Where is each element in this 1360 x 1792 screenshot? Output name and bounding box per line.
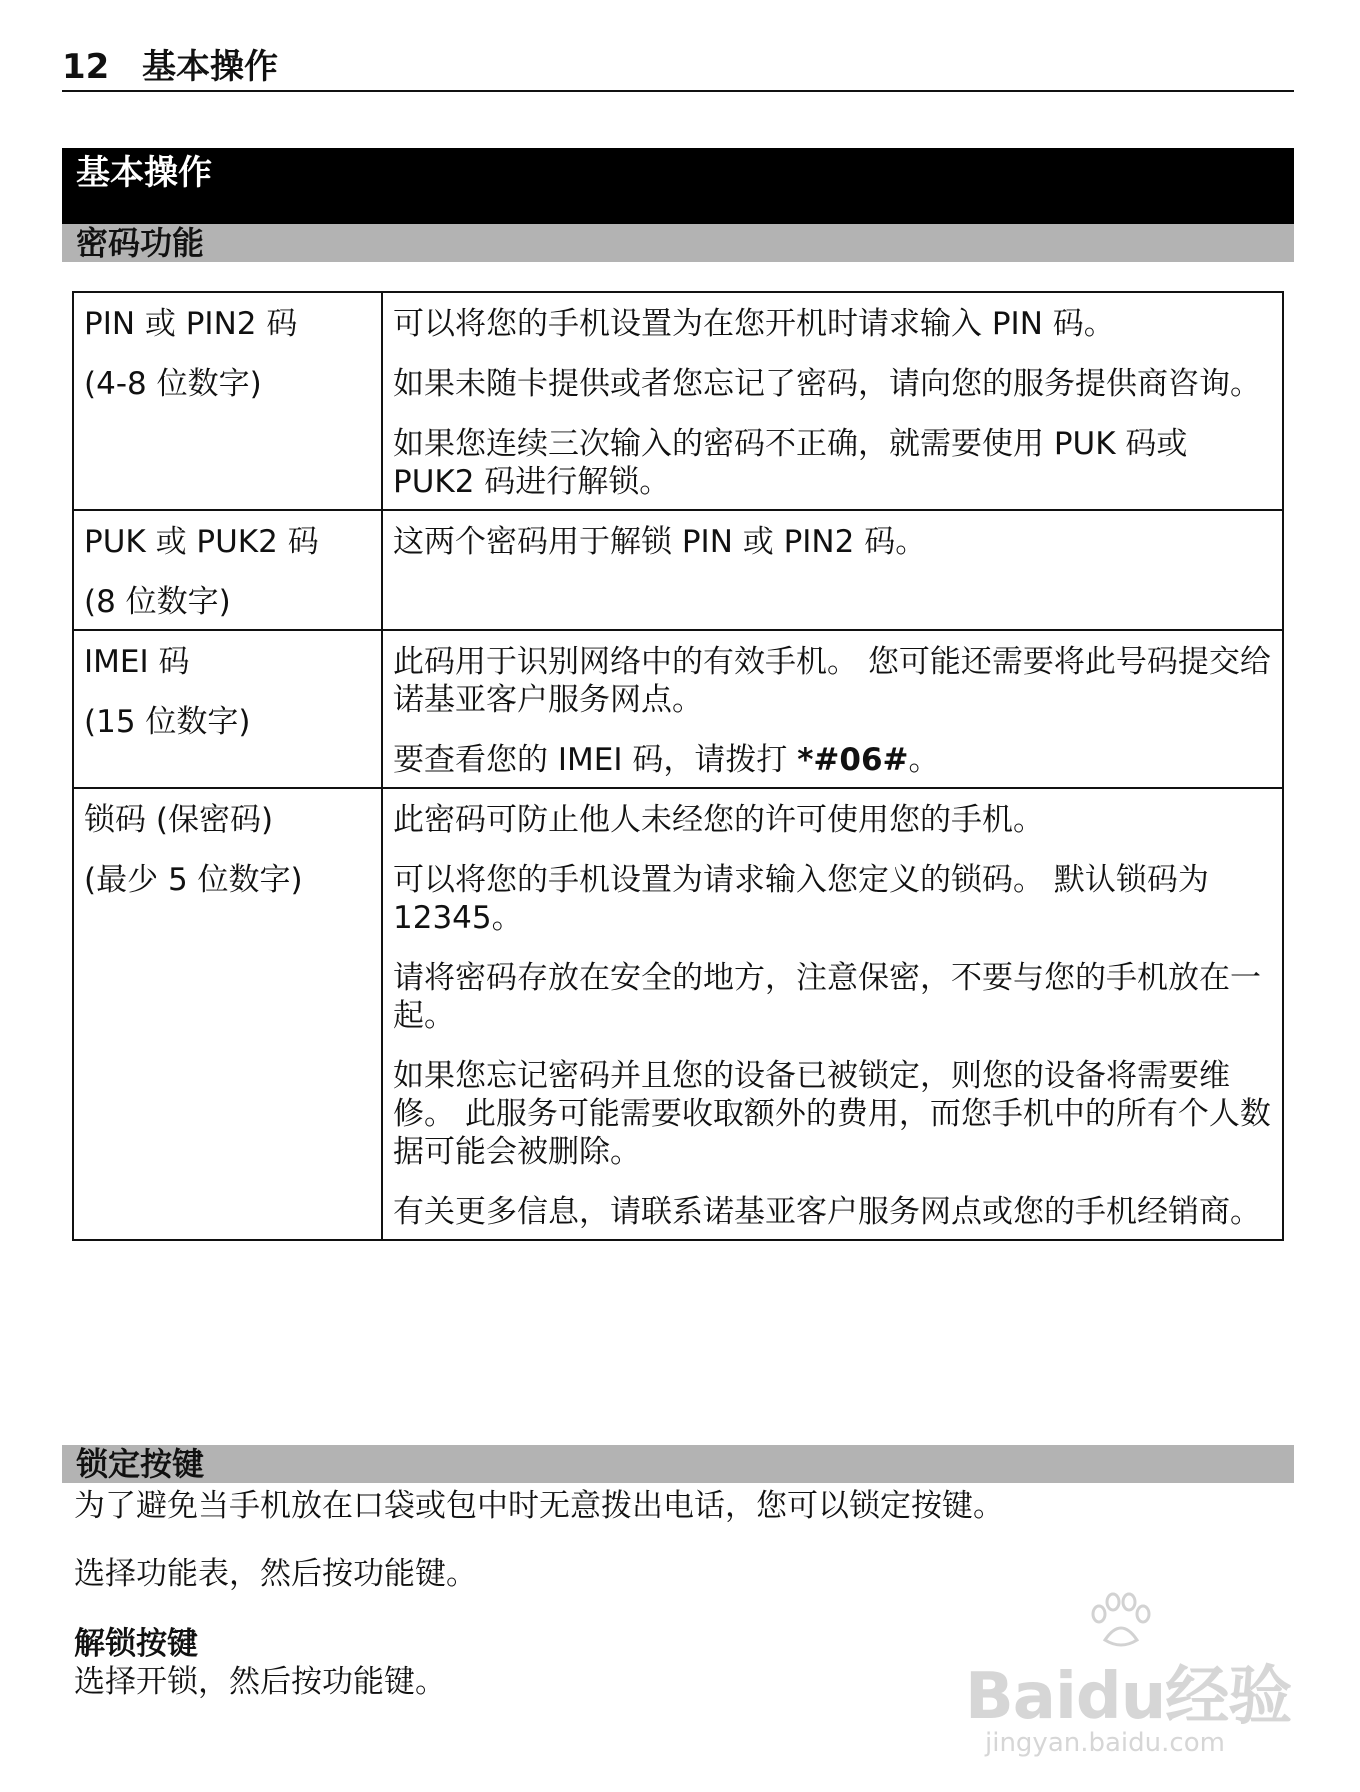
description-paragraph: 可以将您的手机设置为在您开机时请求输入 PIN 码。 — [393, 306, 1115, 342]
description-paragraph: 此密码可防止他人未经您的许可使用您的手机。 — [393, 802, 1044, 838]
table-row — [73, 788, 1283, 1240]
description-paragraph: 有关更多信息，请联系诺基亚客户服务网点或您的手机经销商。 — [393, 1194, 1261, 1230]
code-name-cell — [73, 630, 382, 788]
description-paragraph: 此码用于识别网络中的有效手机。 您可能还需要将此号码提交给诺基亚客户服务网点。 — [393, 644, 1271, 718]
body-paragraph: 选择开锁，然后按功能键。 — [74, 1664, 446, 1700]
watermark-url: jingyan.baidu.com — [985, 1728, 1225, 1758]
description-paragraph: 如果您连续三次输入的密码不正确，就需要使用 PUK 码或 PUK2 码进行解锁。 — [393, 426, 1188, 500]
body-paragraph: 为了避免当手机放在口袋或包中时无意拨出电话，您可以锁定按键。 — [74, 1488, 1004, 1524]
table-row — [73, 510, 1283, 630]
code-name-cell — [73, 510, 382, 630]
section-title: 锁定按键 — [76, 1445, 205, 1483]
code-digits: (8 位数字) — [84, 584, 231, 620]
table-row — [73, 630, 1283, 788]
chapter-title: 基本操作 — [76, 153, 212, 193]
code-name-cell — [73, 788, 382, 1240]
code-description-cell — [382, 788, 1283, 1240]
code-name-cell — [73, 292, 382, 510]
description-paragraph: 这两个密码用于解锁 PIN 或 PIN2 码。 — [393, 524, 927, 560]
code-description-cell — [382, 630, 1283, 788]
watermark-logo: Baidu经验 — [965, 1660, 1292, 1734]
page-number: 12 — [62, 47, 110, 87]
code-name: PIN 或 PIN2 码 — [84, 306, 298, 342]
description-paragraph: 如果您忘记密码并且您的设备已被锁定，则您的设备将需要维修。 此服务可能需要收取额外的费用，而您手机中的所有个人数据可能会被删除。 — [393, 1058, 1271, 1170]
password-codes-table — [72, 291, 1284, 1241]
paw-icon — [1085, 1590, 1155, 1650]
description-paragraph: 可以将您的手机设置为请求输入您定义的锁码。 默认锁码为 12345。 — [393, 862, 1209, 936]
page-header — [62, 44, 1294, 92]
table-row — [73, 292, 1283, 510]
section-title: 密码功能 — [76, 224, 205, 262]
code-digits: (15 位数字) — [84, 704, 251, 740]
code-digits: (4-8 位数字) — [84, 366, 262, 402]
code-name: 锁码 (保密码) — [84, 802, 274, 838]
imei-dial-code: *#06# — [797, 742, 909, 778]
description-paragraph: 如果未随卡提供或者您忘记了密码，请向您的服务提供商咨询。 — [393, 366, 1261, 402]
baidu-watermark — [965, 1590, 1295, 1770]
code-digits: (最少 5 位数字) — [84, 862, 303, 898]
chapter-title-bar — [62, 148, 1294, 224]
imei-prefix: 要查看您的 IMEI 码，请拨打 — [393, 742, 798, 778]
code-description-cell — [382, 510, 1283, 630]
imei-suffix: 。 — [908, 742, 940, 778]
code-name: IMEI 码 — [84, 644, 190, 680]
section-heading-passwords — [62, 224, 1294, 262]
code-description-cell — [382, 292, 1283, 510]
body-paragraph: 选择功能表，然后按功能键。 — [74, 1556, 477, 1592]
subheading-unlock-keys: 解锁按键 — [74, 1626, 198, 1662]
code-name: PUK 或 PUK2 码 — [84, 524, 319, 560]
imei-dial-instruction — [393, 741, 1272, 779]
section-heading-keylock — [62, 1445, 1294, 1483]
running-title: 基本操作 — [142, 47, 278, 87]
description-paragraph: 请将密码存放在安全的地方，注意保密，不要与您的手机放在一起。 — [393, 960, 1261, 1034]
